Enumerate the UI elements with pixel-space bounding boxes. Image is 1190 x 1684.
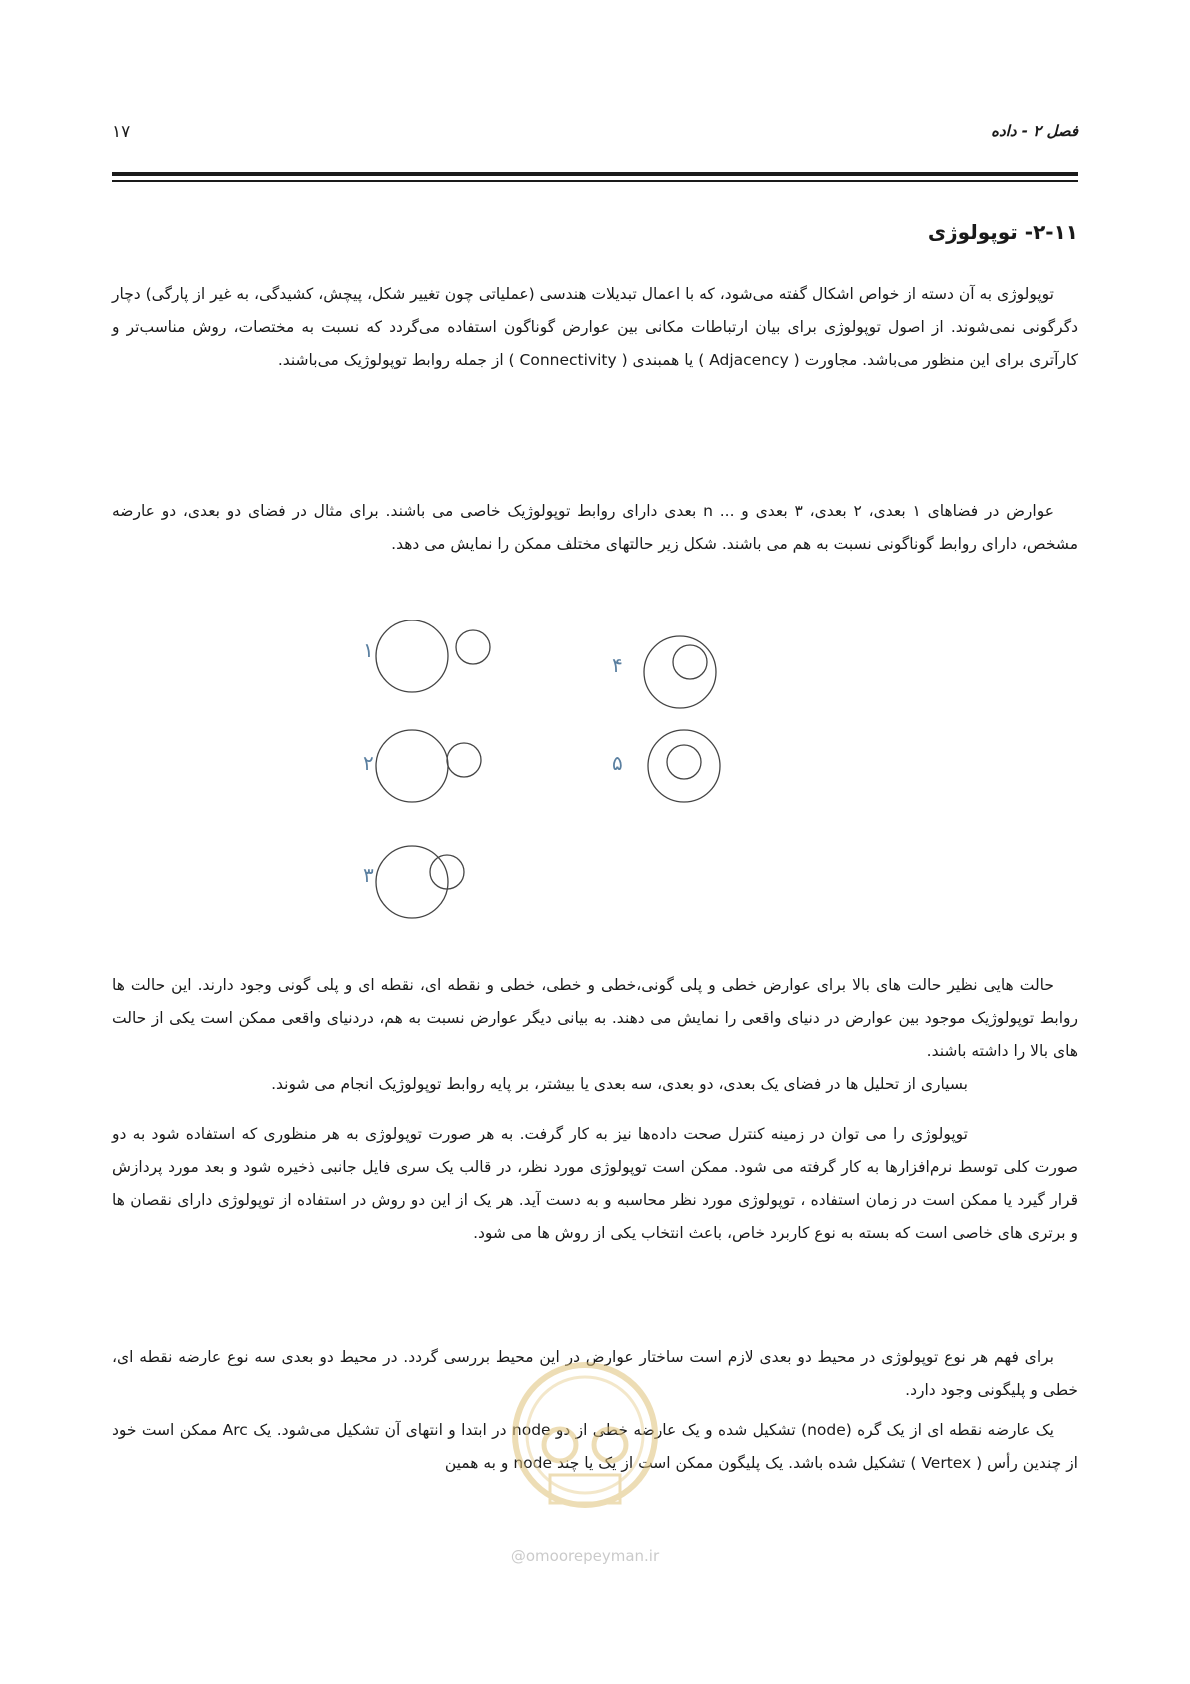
figure-label-1: ۱: [363, 638, 374, 662]
paragraph-dimensional-relations: عوارض در فضاهای ۱ بعدی، ۲ بعدی، ۳ بعدی و ... n بعدی دارای روابط توپولوژیک خاصی می باشند. برای مثال در فضای دو بعدی، دو عارضه مشخص، دارای روابط گوناگونی نسبت به هم می باشند. شکل زیر حالتهای مختلف ممکن را نمایش می دهد.: [112, 502, 1078, 553]
case-2-large-circle: [376, 730, 448, 802]
case-3-large-circle: [376, 846, 448, 918]
figure-label-3: ۳: [363, 863, 374, 887]
paragraph-node-arc: یک عارضه نقطه ای از یک گره (node) تشکیل شده و یک عارضه خطی از دو node در ابتدا و انتهای آن تشکیل می‌شود. یک Arc ممکن است خود از چندین رأس ( Vertex ) تشکیل شده باشد. یک پلیگون ممکن است از یک یا چند node و به همین: [112, 1421, 1078, 1472]
topology-relations-figure: [340, 620, 810, 960]
header-rule-thin: [112, 180, 1078, 182]
page-header: [112, 122, 1078, 152]
figure-label-2: ۲: [363, 751, 374, 775]
paragraph-2d-structure: برای فهم هر نوع توپولوژی در محیط دو بعدی لازم است ساختار عوارض در این محیط بررسی گردد. در محیط دو بعدی سه نوع عارضه نقطه ای، خطی و پلیگونی وجود دارد.: [112, 1348, 1078, 1399]
section-heading: ۲-۱۱- توپولوژی: [927, 220, 1078, 244]
paragraph-analyses: بسیاری از تحلیل ها در فضای یک بعدی، دو بعدی، سه بعدی یا بیشتر، بر پایه روابط توپولوژیک انجام می شوند.: [271, 1075, 968, 1093]
case-5-small-circle: [667, 745, 701, 779]
page-number: ۱۷: [112, 122, 131, 142]
paragraph-topology-definition: توپولوژی به آن دسته از خواص اشکال گفته می‌شود، که با اعمال تبدیلات هندسی (عملیاتی چون تغییر شکل، پیچش، کشیدگی، به غیر از پارگی) دچار دگرگونی نمی‌شوند. از اصول توپولوژی برای بیان ارتباطات مکانی بین عوارض گوناگون استفاده می‌گردد که نسبت به مختصات، روش مناسب‌تر و کارآتری برای این منظور می‌باشد. مجاورت ( Adjacency ) یا همبندی ( Connectivity ) از جمله روابط توپولوژیک می‌باشند.: [112, 285, 1078, 369]
header-rule-thick: [112, 172, 1078, 176]
case-5-large-circle: [648, 730, 720, 802]
case-1-small-circle: [456, 630, 490, 664]
paragraph-data-control: توپولوژی را می توان در زمینه کنترل صحت داده‌ها نیز به کار گرفت. به هر صورت توپولوژی به هر منظوری که استفاده شود به دو صورت کلی توسط نرم‌افزارها به کار گرفته می شود. ممکن است توپولوژی مورد نظر، در قالب یک سری فایل جانبی ذخیره شود و بعد مورد پردازش قرار گیرد یا ممکن است در زمان استفاده ، توپولوژی مورد نظر محاسبه و به دست آید. هر یک از این دو روش در استفاده از توپولوژی دارای نقصان ها و برتری های خاصی است که بسته به نوع کاربرد خاص، باعث انتخاب یکی از روش ها می شود.: [112, 1125, 1078, 1242]
figure-label-5: ۵: [612, 751, 623, 775]
case-2-small-circle: [447, 743, 481, 777]
figure-label-4: ۴: [612, 653, 623, 677]
watermark-site: @omoorepeyman.ir: [510, 1547, 660, 1565]
case-1-large-circle: [376, 620, 448, 692]
case-4-small-circle: [673, 645, 707, 679]
watermark-logo: [490, 1335, 680, 1565]
paragraph-feature-relations: حالت هایی نظیر حالت های بالا برای عوارض خطی و پلی گونی،خطی و خطی، خطی و نقطه ای، نقطه ای و پلی گونی وجود دارند. این حالت ها روابط توپولوژیک موجود بین عوارض در دنیای واقعی را نمایش می دهند. به بیانی دیگر عوارض نسبت به هم، دردنیای واقعی ممکن است یکی از حالت های بالا را داشته باشند.: [112, 976, 1078, 1060]
case-4-large-circle: [644, 636, 716, 708]
chapter-title: فصل ۲ - داده: [991, 122, 1078, 140]
